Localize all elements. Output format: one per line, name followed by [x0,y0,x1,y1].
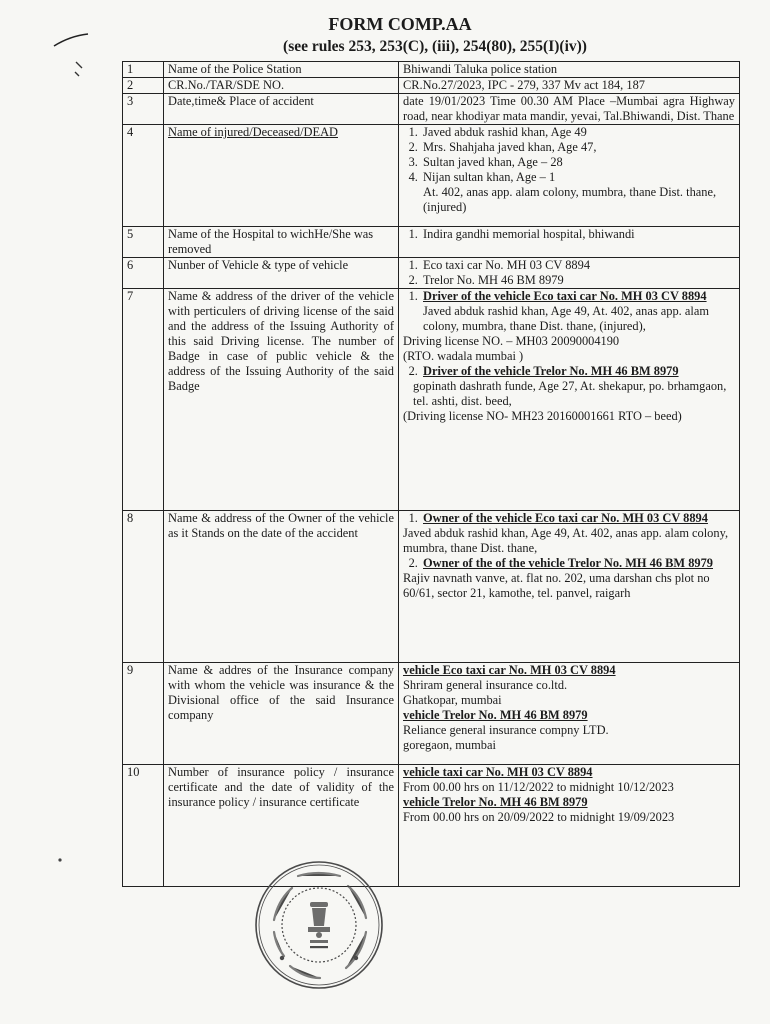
form-table [122,61,740,887]
insurer-cell [399,663,740,765]
list-item: 4. Nijan sultan khan, Age – 1 [421,170,735,185]
insurer-2-name: Reliance general insurance compny LTD. [403,723,609,737]
row-label: Nunber of Vehicle & type of vehicle [164,258,399,289]
row-label: Name & address of the Owner of the vehicle as it Stands on the date of the accident [164,511,399,663]
row-number: 1 [123,62,164,78]
row-number: 8 [123,511,164,663]
row-value: Bhiwandi Taluka police station [399,62,740,78]
policy-cell [399,765,740,887]
vehicle-cell [399,258,740,289]
row-label: Number of insurance policy / insurance certificate and the date of validity of the insurance policy / insurance certificate [164,765,399,887]
driver-cell [399,289,740,511]
list-item [421,556,735,571]
insurer-1-name: Shriram general insurance co.ltd. [403,678,568,692]
table-row [123,765,740,887]
policy-2-validity: From 00.00 hrs on 20/09/2022 to midnight 19/09/2023 [403,810,675,824]
list-item: 1. Indira gandhi memorial hospital, bhiwandi [421,227,735,242]
row-label: Name of injured/Deceased/DEAD [164,125,399,227]
hospital-list [403,227,735,242]
driver-2-address: gopinath dashrath funde, Age 27, At. shekapur, po. brhamgaon, tel. ashti, dist. beed, [413,379,727,408]
driver-2-license: (Driving license NO- MH23 20160001661 RTO – beed) [403,409,682,423]
owner-1-address: Javed abduk rashid khan, Age 49, At. 402, anas app. alam colony, mumbra, thane Dist. thane, [403,526,729,555]
policy-2-heading: vehicle Trelor No. MH 46 BM 8979 [403,795,588,809]
row-label: CR.No./TAR/SDE NO. [164,78,399,94]
driver-1-address: Javed abduk rashid khan, Age 49, At. 402, anas app. alam colony, mumbra, thane Dist. thane, (injured), [423,304,709,333]
injured-address: At. 402, anas app. alam colony, mumbra, thane Dist. thane, (injured) [423,185,717,214]
row-number: 9 [123,663,164,765]
row-number: 6 [123,258,164,289]
row-label: Name of the Hospital to wichHe/She was removed [164,227,399,258]
police-station-seal [252,858,386,992]
table-row [123,62,740,78]
vehicle-list [403,258,735,288]
row-number: 4 [123,125,164,227]
table-row [123,289,740,511]
list-item [421,289,735,334]
injured-list [403,125,735,185]
owner-1-heading: Owner of the vehicle Eco taxi car No. MH 03 CV 8894 [423,511,708,525]
row-label: Name of the Police Station [164,62,399,78]
insurer-1-office: Ghatkopar, mumbai [403,693,502,707]
policy-1-validity: From 00.00 hrs on 11/12/2022 to midnight 10/12/2023 [403,780,674,794]
hospital-cell [399,227,740,258]
form-subtitle: (see rules 253, 253(C), (iii), 254(80), 255(I)(iv)) [283,38,587,55]
insurer-2-office: goregaon, mumbai [403,738,496,752]
row-number: 5 [123,227,164,258]
row-number: 2 [123,78,164,94]
driver-1-heading: Driver of the vehicle Eco taxi car No. MH 03 CV 8894 [423,289,707,303]
list-item: 3. Sultan javed khan, Age – 28 [421,155,735,170]
insurer-1-heading: vehicle Eco taxi car No. MH 03 CV 8894 [403,663,616,677]
list-item [421,364,735,379]
row-value: CR.No.27/2023, IPC - 279, 337 Mv act 184, 187 [399,78,740,94]
list-item: 1. Eco taxi car No. MH 03 CV 8894 [421,258,735,273]
driver-list [403,289,735,334]
row-number: 10 [123,765,164,887]
row-label: Name & address of the driver of the vehicle with perticulers of driving license of the said and the address of the Issuing Authority of this said Driving license. The number of Badge in case of public vehicle & the address of the Issuing Authority of the said Badge [164,289,399,511]
driver-1-rto: (RTO. wadala mumbai ) [403,349,524,363]
list-item: 1. Javed abduk rashid khan, Age 49 [421,125,735,140]
row-label: Date,time& Place of accident [164,94,399,125]
table-row [123,78,740,94]
table-row [123,94,740,125]
list-item [421,511,735,526]
form-title: FORM COMP.AA [328,14,472,34]
table-row [123,125,740,227]
row-value: date 19/01/2023 Time 00.30 AM Place –Mumbai agra Highway road, near khodiyar mata mandir, yevai, Tal.Bhiwandi, Dist. Thane [399,94,740,125]
row-label: Name & addres of the Insurance company with whom the vehicle was insurance & the Divisional office of the said Insurance company [164,663,399,765]
row-number: 7 [123,289,164,511]
table-row [123,258,740,289]
owner-list-2 [403,556,735,571]
list-item: 2. Mrs. Shahjaha javed khan, Age 47, [421,140,735,155]
ink-smudge-mark [70,58,90,82]
policy-1-heading: vehicle taxi car No. MH 03 CV 8894 [403,765,593,779]
owner-list [403,511,735,526]
driver-2-heading: Driver of the vehicle Trelor No. MH 46 BM 8979 [423,364,679,378]
driver-list-2 [403,364,735,379]
insurer-2-heading: vehicle Trelor No. MH 46 BM 8979 [403,708,588,722]
owner-cell [399,511,740,663]
row-number: 3 [123,94,164,125]
table-row [123,227,740,258]
table-row [123,663,740,765]
list-item: 2. Trelor No. MH 46 BM 8979 [421,273,735,288]
table-row [123,511,740,663]
injured-list-cell [399,125,740,227]
owner-2-heading: Owner of the of the vehicle Trelor No. MH 46 BM 8979 [423,556,713,570]
dot-mark [56,856,64,864]
driver-1-license: Driving license NO. – MH03 20090004190 [403,334,620,348]
owner-2-address: Rajiv navnath vanve, at. flat no. 202, uma darshan chs plot no 60/61, sector 21, kamothe, tel. panvel, raigarh [403,571,710,600]
